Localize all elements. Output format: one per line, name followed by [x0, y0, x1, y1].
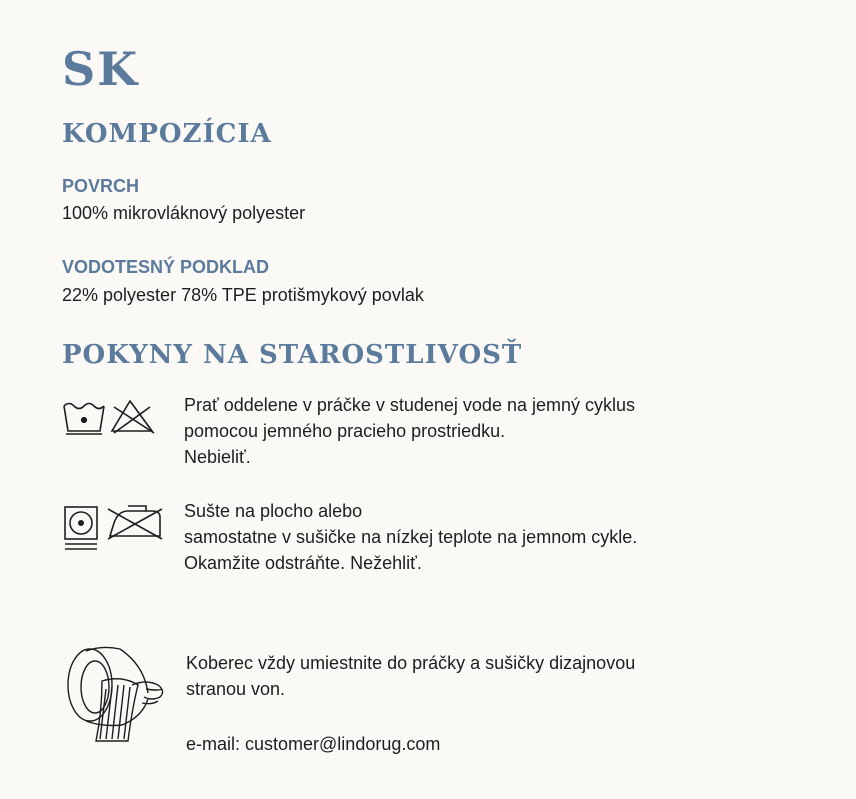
wash-30-gentle-icon [62, 397, 162, 437]
contact-email[interactable]: e-mail: customer@lindorug.com [186, 734, 441, 754]
surface-label: POVRCH [62, 176, 140, 196]
composition-heading: KOMPOZÍCIA [62, 119, 272, 149]
tumble-dry-low-gentle-icon [62, 503, 172, 555]
no-bleach-icon [112, 401, 154, 433]
wash-instructions [184, 392, 635, 470]
dry-line: samostatne v sušičke na nízkej teplote na jemnom cykle. [184, 527, 638, 547]
backing-label: VODOTESNÝ PODKLAD [62, 257, 270, 277]
backing-value: 22% polyester 78% TPE protišmykový povlak [62, 285, 424, 305]
no-iron-icon [108, 506, 162, 539]
wash-icons [62, 397, 162, 442]
dry-instructions [184, 498, 637, 576]
dry-icons [62, 503, 172, 560]
wash-line: Prať oddelene v práčke v studenej vode na jemný cyklus [184, 395, 636, 415]
wash-line: Nebieliť. [184, 447, 251, 467]
machine-illustration [62, 645, 172, 750]
wash-line: pomocou jemného pracieho prostriedku. [184, 421, 506, 441]
dry-line: Okamžite odstráňte. Nežehliť. [184, 553, 422, 573]
dry-line: Sušte na plocho alebo [184, 501, 363, 521]
care-heading: POKYNY NA STAROSTLIVOSŤ [62, 340, 523, 370]
washing-machine-rug-icon [62, 645, 172, 745]
machine-line: stranou von. [186, 679, 286, 699]
surface-value: 100% mikrovláknový polyester [62, 203, 306, 223]
language-code: SK [62, 42, 140, 96]
machine-instructions [186, 650, 635, 702]
machine-line: Koberec vždy umiestnite do práčky a sušičky dizajnovou [186, 653, 636, 673]
